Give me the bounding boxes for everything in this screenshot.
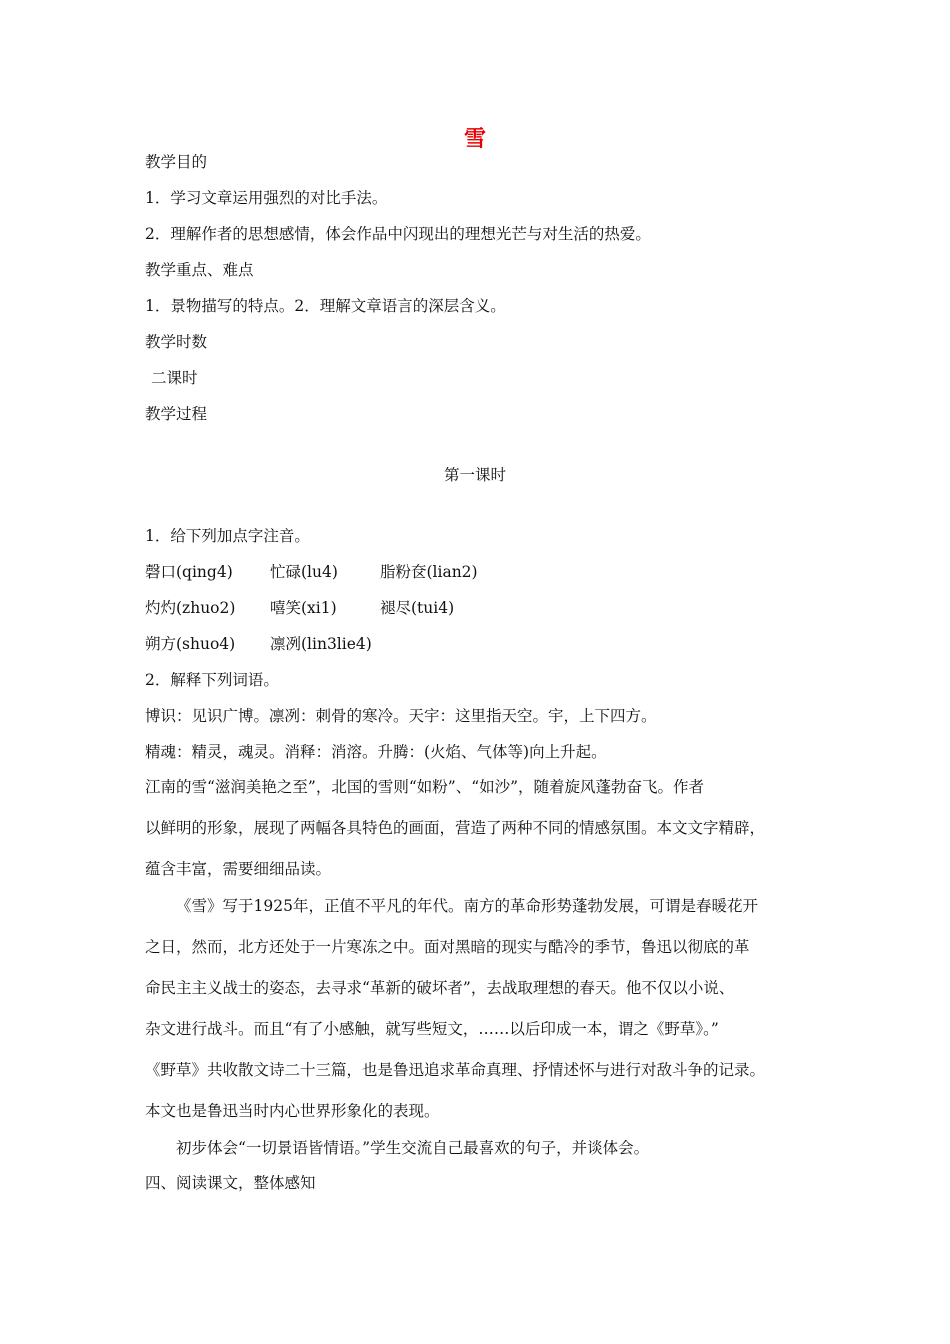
section-heading: 四、阅读课文，整体感知 — [145, 1174, 316, 1192]
paragraph-line: 之日，然而，北方还处于一片寒冻之中。面对黑暗的现实与酷冷的季节，鲁迅以彻底的革 — [145, 938, 750, 956]
paragraph-line: 蕴含丰富，需要细细品读。 — [145, 860, 332, 878]
pinyin-item: 忙碌(lu4) — [270, 563, 338, 581]
pinyin-item: 凛冽(lin3lie4) — [270, 635, 372, 653]
exercise-2-prompt: 2．解释下列词语。 — [145, 671, 279, 689]
lesson-heading: 第一课时 — [443, 466, 506, 484]
pinyin-row — [145, 562, 478, 582]
pinyin-item: 脂粉奁(lian2) — [380, 563, 478, 581]
paragraph-line: 初步体会“一切景语皆情语。”学生交流自己最喜欢的句子，并谈体会。 — [176, 1139, 650, 1157]
key-points: 1．景物描写的特点。2．理解文章语言的深层含义。 — [145, 297, 506, 315]
paragraph-line: 《野草》共收散文诗二十三篇，也是鲁迅追求革命真理、抒情述怀与进行对敌斗争的记录。 — [145, 1061, 766, 1079]
pinyin-row — [145, 634, 380, 654]
exercise-1-prompt: 1．给下列加点字注音。 — [145, 527, 310, 545]
pinyin-row — [145, 598, 454, 618]
pinyin-item: 朔方(shuo4) — [145, 635, 236, 653]
definition-line: 精魂：精灵，魂灵。消释：消溶。升腾：(火焰、气体等)向上升起。 — [145, 743, 607, 761]
paragraph-line: 杂文进行战斗。而且“有了小感触，就写些短文，……以后印成一本，谓之《野草》。” — [145, 1020, 719, 1038]
pinyin-item: 褪尽(tui4) — [380, 599, 455, 617]
document-title: 雪 — [463, 127, 486, 152]
paragraph-line: 本文也是鲁迅当时内心世界形象化的表现。 — [145, 1102, 440, 1120]
process-heading: 教学过程 — [145, 405, 208, 423]
definition-line: 博识：见识广博。凛冽：刺骨的寒冷。天宇：这里指天空。宇，上下四方。 — [145, 707, 657, 725]
hours-heading: 教学时数 — [145, 333, 208, 351]
hours-value: 二课时 — [151, 369, 198, 387]
paragraph-line: 命民主主义战士的姿态，去寻求“革新的破坏者”，去战取理想的春天。他不仅以小说、 — [145, 979, 735, 997]
pinyin-item: 磬口(qing4) — [145, 563, 233, 581]
paragraph-line: 《雪》写于1925年，正值不平凡的年代。南方的革命形势蓬勃发展，可谓是春暖花开 — [176, 897, 758, 915]
objective-heading: 教学目的 — [145, 153, 208, 171]
objective-item: 2．理解作者的思想感情，体会作品中闪现出的理想光芒与对生活的热爱。 — [145, 225, 651, 243]
objective-item: 1．学习文章运用强烈的对比手法。 — [145, 189, 388, 207]
key-points-heading: 教学重点、难点 — [145, 261, 254, 279]
paragraph-line: 江南的雪“滋润美艳之至”，北国的雪则“如粉”、“如沙”，随着旋风蓬勃奋飞。作者 — [145, 778, 705, 796]
paragraph-line: 以鲜明的形象，展现了两幅各具特色的画面，营造了两种不同的情感氛围。本文文字精辟， — [145, 819, 766, 837]
pinyin-item: 灼灼(zhuo2) — [145, 599, 236, 617]
pinyin-item: 嘻笑(xi1) — [270, 599, 337, 617]
